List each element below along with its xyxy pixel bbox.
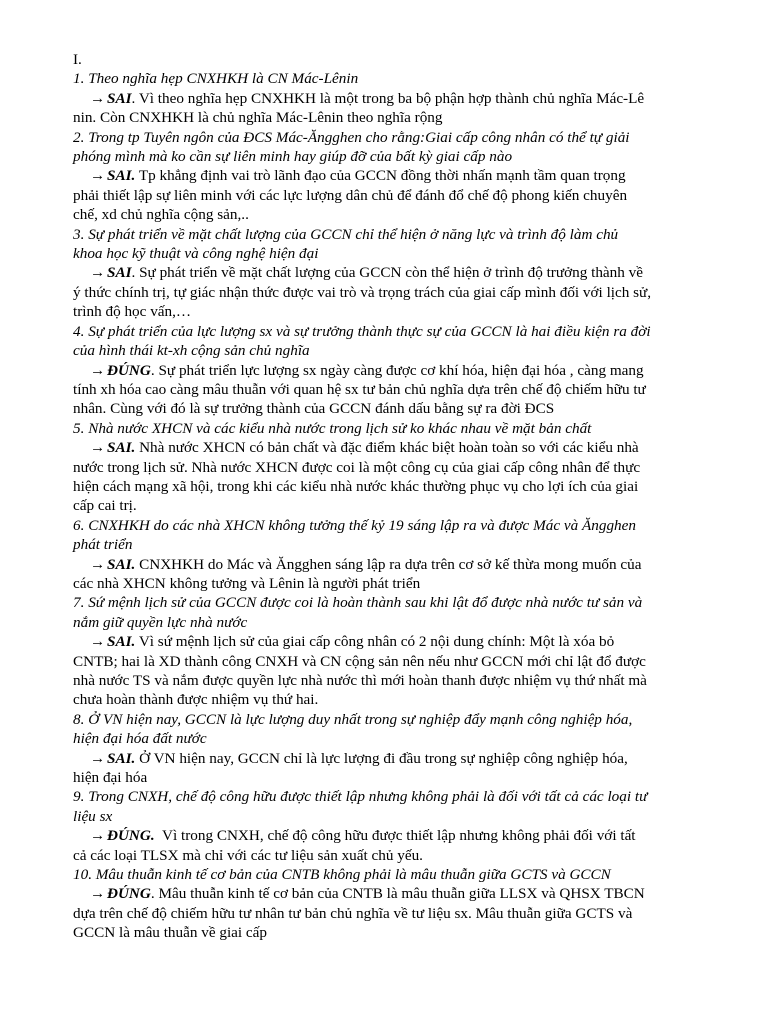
answer-text: nin. Còn CNXHKH là chủ nghĩa Mác-Lênin theo nghĩa rộng xyxy=(73,109,443,127)
question-text: liệu sx xyxy=(73,807,113,825)
question-text: 4. Sự phát triển của lực lượng sx và sự trưởng thành thực sự của GCCN là hai điều kiện ra đời xyxy=(73,322,651,340)
question-text: hiện đại hóa đất nước xyxy=(73,730,207,748)
answer-text xyxy=(73,166,710,185)
question-item xyxy=(73,322,710,419)
answer-first-line: . Vì theo nghĩa hẹp CNXHKH là một trong ba bộ phận hợp thành chủ nghĩa Mác-Lê xyxy=(131,89,645,107)
answer-text xyxy=(73,555,710,574)
question-text: 6. CNXHKH do các nhà XHCN không tưởng thế kỷ 19 sáng lập ra và được Mác và Ăngghen xyxy=(73,516,636,534)
answer-text xyxy=(73,263,710,282)
question-text: 10. Mâu thuẫn kinh tế cơ bản của CNTB không phải là mâu thuẫn giữa GCTS và GCCN xyxy=(73,866,611,884)
answer-text xyxy=(73,749,710,768)
question-text: phát triển xyxy=(73,536,133,554)
answer-text: chế, xd chủ nghĩa cộng sản,.. xyxy=(73,206,249,224)
answer-text: chưa hoàn thành được nhiệm vụ thứ hai. xyxy=(73,691,319,709)
question-text: nắm giữ quyền lực nhà nước xyxy=(73,613,248,631)
answer-first-line: Tp khẳng định vai trò lãnh đạo của GCCN đồng thời nhấn mạnh tầm quan trọng xyxy=(135,167,626,185)
answer-text xyxy=(73,632,710,651)
verdict-label: ĐÚNG xyxy=(107,361,151,379)
question-item xyxy=(73,128,710,225)
question-item xyxy=(73,225,710,322)
arrow-right-icon: → xyxy=(90,633,106,651)
verdict-label: SAI xyxy=(107,89,132,107)
question-item xyxy=(73,419,710,516)
answer-first-line: . Sự phát triển về mặt chất lượng của GCCN còn thể hiện ở trình độ trưởng thành về xyxy=(131,264,643,282)
answer-text xyxy=(73,826,710,845)
verdict-label: SAI. xyxy=(107,633,136,651)
arrow-right-icon: → xyxy=(90,167,106,185)
answer-first-line: Vì trong CNXH, chế độ công hữu được thiết lập nhưng không phải đối với tất xyxy=(154,827,636,845)
question-text: 3. Sự phát triển về mặt chất lượng của GCCN chỉ thể hiện ở năng lực và trình độ làm chủ xyxy=(73,225,619,243)
answer-text: dựa trên chế độ chiếm hữu tư nhân tư bản chủ nghĩa về tư liệu sx. Mâu thuẫn giữa GCTS và xyxy=(73,904,633,922)
verdict-label: SAI. xyxy=(107,439,136,457)
answer-text xyxy=(73,89,710,108)
answer-first-line: Nhà nước XHCN có bản chất và đặc điểm khác biệt hoàn toàn so với các kiểu nhà xyxy=(135,439,639,457)
question-text: phóng mình mà ko cần sự liên minh hay giúp đỡ của bất kỳ giai cấp nào xyxy=(73,148,513,166)
arrow-right-icon: → xyxy=(90,89,106,107)
arrow-right-icon: → xyxy=(90,749,106,767)
arrow-right-icon: → xyxy=(90,555,106,573)
verdict-label: ĐÚNG. xyxy=(107,827,155,845)
question-item xyxy=(73,787,710,865)
question-text: 5. Nhà nước XHCN và các kiểu nhà nước trong lịch sử ko khác nhau về mặt bản chất xyxy=(73,419,592,437)
answer-text: nước trong lịch sử. Nhà nước XHCN được coi là một công cụ của giai cấp công nhân để thực xyxy=(73,458,641,476)
answer-first-line: Ở VN hiện nay, GCCN chỉ là lực lượng đi đầu trong sự nghiệp công nghiệp hóa, xyxy=(135,749,628,767)
arrow-right-icon: → xyxy=(90,264,106,282)
answer-text xyxy=(73,884,710,903)
verdict-label: SAI. xyxy=(107,749,136,767)
verdict-label: SAI xyxy=(107,264,132,282)
answer-text: cấp cai trị. xyxy=(73,497,137,515)
question-item xyxy=(73,69,710,127)
arrow-right-icon: → xyxy=(90,885,106,903)
verdict-label: SAI. xyxy=(107,555,136,573)
question-text: khoa học kỹ thuật và công nghệ hiện đại xyxy=(73,245,319,263)
answer-text: nhân. Cùng với đó là sự trưởng thành của GCCN đánh dấu bằng sự ra đời ĐCS xyxy=(73,400,555,418)
question-text: 9. Trong CNXH, chế độ công hữu được thiết lập nhưng không phải là đối với tất cả các loại tư xyxy=(73,788,648,806)
question-text: 1. Theo nghĩa hẹp CNXHKH là CN Mác-Lênin xyxy=(73,70,359,88)
question-text: 8. Ở VN hiện nay, GCCN là lực lượng duy nhất trong sự nghiệp đẩy mạnh công nghiệp hóa, xyxy=(73,710,633,728)
arrow-right-icon: → xyxy=(90,439,106,457)
answer-text: hiện cách mạng xã hội, trong khi các kiểu nhà nước khác thường phục vụ cho lợi ích của giai xyxy=(73,477,639,495)
answer-text xyxy=(73,361,710,380)
answer-first-line: Vì sứ mệnh lịch sử của giai cấp công nhân có 2 nội dung chính: Một là xóa bỏ xyxy=(135,633,615,651)
question-item xyxy=(73,516,710,594)
verdict-label: ĐÚNG xyxy=(107,885,151,903)
question-text: 7. Sứ mệnh lịch sử của GCCN được coi là hoàn thành sau khi lật đổ được nhà nước tư sản và xyxy=(73,594,643,612)
answer-text xyxy=(73,438,710,457)
answer-first-line: . Mâu thuẫn kinh tế cơ bản của CNTB là mâu thuẫn giữa LLSX và QHSX TBCN xyxy=(150,885,645,903)
question-text: của hình thái kt-xh cộng sản chủ nghĩa xyxy=(73,342,310,360)
answer-text: CNTB; hai là XD thành công CNXH và CN cộng sản nên nếu như GCCN mới chỉ lật đổ được xyxy=(73,652,646,670)
answer-first-line: CNXHKH do Mác và Ăngghen sáng lập ra dựa trên cơ sở kế thừa mong muốn của xyxy=(135,555,642,573)
answer-text: nhà nước TS và nắm được quyền lực nhà nước thì mới hoàn thanh được nhiệm vụ thứ nhất mà xyxy=(73,672,647,689)
verdict-label: SAI. xyxy=(107,167,136,185)
section-heading: I. xyxy=(73,51,82,68)
answer-text: GCCN là mâu thuẫn về giai cấp xyxy=(73,924,268,942)
answer-text: trình độ học vấn,… xyxy=(73,303,192,321)
question-item xyxy=(73,593,710,709)
answer-text: các nhà XHCN không tưởng và Lênin là người phát triển xyxy=(73,574,421,592)
question-text: 2. Trong tp Tuyên ngôn của ĐCS Mác-Ăngghen cho rằng:Giai cấp công nhân có thể tự giải xyxy=(73,128,630,146)
answer-text: phải thiết lập sự liên minh với các lực lượng dân chủ để đánh đổ chế độ phong kiến chuyên xyxy=(73,186,628,204)
arrow-right-icon: → xyxy=(90,827,106,845)
question-item xyxy=(73,865,710,943)
answer-text: hiện đại hóa xyxy=(73,769,148,787)
answer-first-line: . Sự phát triển lực lượng sx ngày càng được cơ khí hóa, hiện đại hóa , càng mang xyxy=(150,361,644,379)
answer-text: cả các loại TLSX mà chỉ với các tư liệu sản xuất chủ yếu. xyxy=(73,846,423,864)
question-item xyxy=(73,710,710,788)
question-list xyxy=(73,69,710,942)
answer-text: ý thức chính trị, tự giác nhận thức được vai trò và trọng trách của giai cấp mình đối với lịch sử, xyxy=(73,283,652,301)
answer-text: tính xh hóa cao càng mâu thuẫn với quan hệ sx tư bản chủ nghĩa dựa trên chế độ chiếm hữu tư xyxy=(73,380,646,398)
arrow-right-icon: → xyxy=(90,361,106,379)
